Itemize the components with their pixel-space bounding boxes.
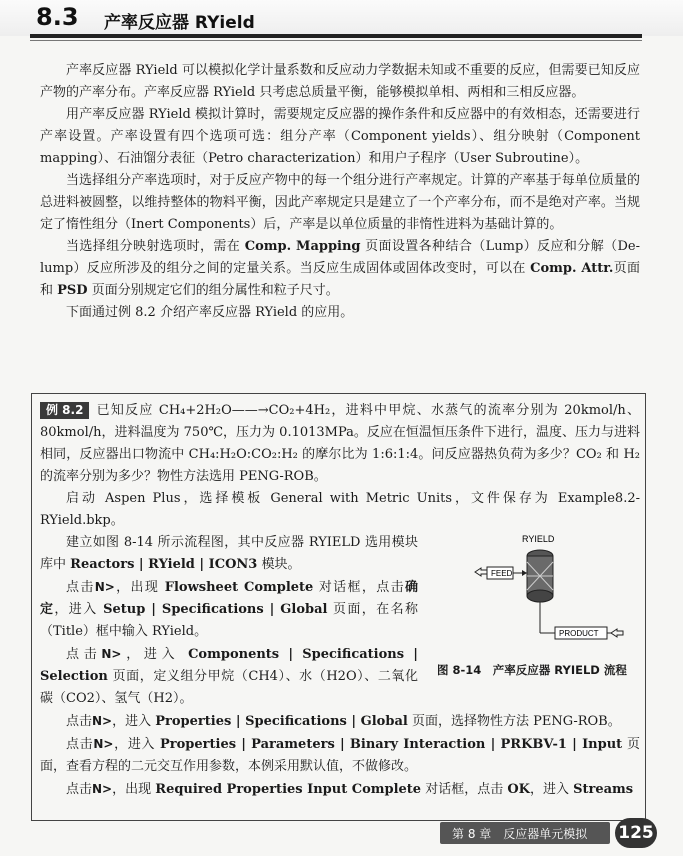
module-path: Reactors | RYield | ICON3 bbox=[70, 557, 258, 572]
page-path: Streams bbox=[573, 782, 634, 797]
step-3 bbox=[40, 710, 640, 733]
step-text: ，进入 bbox=[54, 602, 104, 617]
page-number: 125 bbox=[615, 818, 657, 848]
comp-attr-term: Comp. Attr. bbox=[530, 261, 614, 276]
page-path: Components | Specifications | Selection bbox=[40, 647, 418, 684]
step-text: 对话框，点击 bbox=[421, 782, 508, 797]
step-text: 页面，定义组分甲烷（CH4）、水（H2O）、二氧化碳（CO2）、氢气（H2）。 bbox=[40, 669, 418, 706]
step-2 bbox=[40, 643, 418, 710]
section-title: 产率反应器 RYield bbox=[104, 13, 255, 33]
statement-text: 已知反应 CH₄+2H₂O——→CO₂+4H₂，进料中甲烷、水蒸气的流率分别为 20kmol/h、80kmol/h，进料温度为 750℃，压力为 0.1013MPa。反应在恒温恒压条件下进行，温度、压力与进料相同，反应器出口物流中 CH₄:H₂O:CO₂:H₂ 的摩尔比为 1:6:1:4。问反应器热负荷为多少？CO₂ 和 H₂ 的流率分别为多少？物性方法选用 PENG-ROB。 bbox=[40, 403, 640, 484]
step-text: ，出现 bbox=[112, 782, 156, 797]
page-path: Properties | Parameters | Binary Interaction | PRKBV-1 | Input bbox=[160, 737, 623, 752]
product-stream bbox=[540, 602, 623, 639]
step-text: 页面，选择物性方法 PENG-ROB。 bbox=[407, 714, 621, 729]
paragraph-4 bbox=[40, 236, 640, 302]
next-icon: N> bbox=[92, 714, 113, 728]
step-text: 对话框，点击 bbox=[313, 580, 405, 595]
page-path: Setup | Specifications | Global bbox=[103, 602, 328, 617]
step-text: ，进入 bbox=[121, 647, 189, 662]
example-launch: 启动 Aspen Plus，选择模板 General with Metric Units，文件保存为 Example8.2-RYield.bkp。 bbox=[40, 491, 640, 528]
next-icon: N> bbox=[101, 647, 122, 661]
page-header bbox=[0, 0, 683, 36]
comp-mapping-term: Comp. Mapping bbox=[244, 239, 361, 254]
reactor-label: RYIELD bbox=[522, 534, 555, 544]
step-text: 页面，在名称（Title）框中输入 RYield。 bbox=[40, 602, 418, 639]
section-number: 8.3 bbox=[36, 3, 79, 31]
paragraph-2: 用产率反应器 RYield 模拟计算时，需要规定反应器的操作条件和反应器中的有效相态，还需要进行产率设置。产率设置有四个选项可选：组分产率（Component yields）、组分映射（Component mapping）、石油馏分表征（Petro characterization）和用户子程序（User Subroutine）。 bbox=[40, 107, 640, 166]
section-body bbox=[40, 60, 640, 324]
header-rule bbox=[30, 34, 642, 38]
footer-chapter: 第 8 章 反应器单元模拟 bbox=[452, 827, 588, 841]
example-badge: 例 8.2 bbox=[40, 402, 89, 419]
feed-label: FEED bbox=[491, 569, 513, 578]
step-text: 点击 bbox=[66, 737, 94, 752]
example-statement bbox=[40, 400, 640, 488]
step-text: 点击 bbox=[66, 714, 93, 729]
step-text: ，出现 bbox=[114, 580, 165, 595]
ok-term: 确定 bbox=[40, 580, 418, 617]
reactor-icon bbox=[527, 550, 553, 602]
step-text: 点击 bbox=[66, 647, 102, 662]
p4-text: 页面设置各种结合（Lump）反应和分解（De-lump）反应所涉及的组分之间的定量关系。当反应生成固体或固体改变时，可以在 bbox=[40, 239, 641, 276]
build-text: 模块。 bbox=[257, 557, 301, 572]
step-text: ，进入 bbox=[113, 737, 160, 752]
next-icon: N> bbox=[92, 782, 113, 796]
paragraph-5: 下面通过例 8.2 介绍产率反应器 RYield 的应用。 bbox=[66, 305, 354, 320]
product-label: PRODUCT bbox=[559, 629, 599, 638]
step-4 bbox=[40, 733, 640, 778]
paragraph-1: 产率反应器 RYield 可以模拟化学计量系数和反应动力学数据未知或不重要的反应，但需要已知反应产物的产率分布。产率反应器 RYield 只考虑总质量平衡，能够模拟单相、两相和三相反应器。 bbox=[40, 63, 640, 100]
figure-caption: 图 8-14 产率反应器 RYIELD 流程 bbox=[437, 663, 627, 677]
ok-term: OK bbox=[507, 782, 530, 797]
flowsheet-figure bbox=[470, 530, 640, 665]
page-path: Properties | Specifications | Global bbox=[155, 714, 408, 729]
paragraph-3: 当选择组分产率选项时，对于反应产物中的每一个组分进行产率规定。计算的产率基于每单位质量的总进料被圆整，以维持整体的物料平衡，因此产率规定只是建立了一个产率分布，而不是绝对产率。当规定了惰性组分（Inert Components）后，产率是以单位质量的非惰性进料为基础计算的。 bbox=[40, 173, 640, 232]
step-text: ，进入 bbox=[529, 782, 574, 797]
build-text: 建立如图 8-14 所示流程图，其中反应器 RYIELD 选用模块库中 bbox=[40, 535, 418, 572]
step-text: ，进入 bbox=[112, 714, 156, 729]
next-icon: N> bbox=[94, 580, 115, 594]
header-rule-thin bbox=[30, 40, 642, 41]
step-5 bbox=[40, 778, 640, 801]
p4-text: 页面和 bbox=[40, 261, 640, 298]
dialog-name: Required Properties Input Complete bbox=[155, 782, 422, 797]
p4-text: 当选择组分映射选项时，需在 bbox=[66, 239, 245, 254]
dialog-name: Flowsheet Complete bbox=[164, 580, 314, 595]
step-text: 页面，查看方程的二元交互作用参数，本例采用默认值，不做修改。 bbox=[40, 737, 640, 774]
p4-text: 页面分别规定它们的组分属性和粒子尺寸。 bbox=[87, 283, 339, 298]
step-1 bbox=[40, 576, 418, 643]
psd-term: PSD bbox=[57, 283, 88, 298]
step-text: 点击 bbox=[66, 782, 93, 797]
step-text: 点击 bbox=[66, 580, 95, 595]
feed-stream bbox=[475, 567, 527, 579]
example-build bbox=[40, 532, 418, 576]
next-icon: N> bbox=[93, 737, 114, 751]
